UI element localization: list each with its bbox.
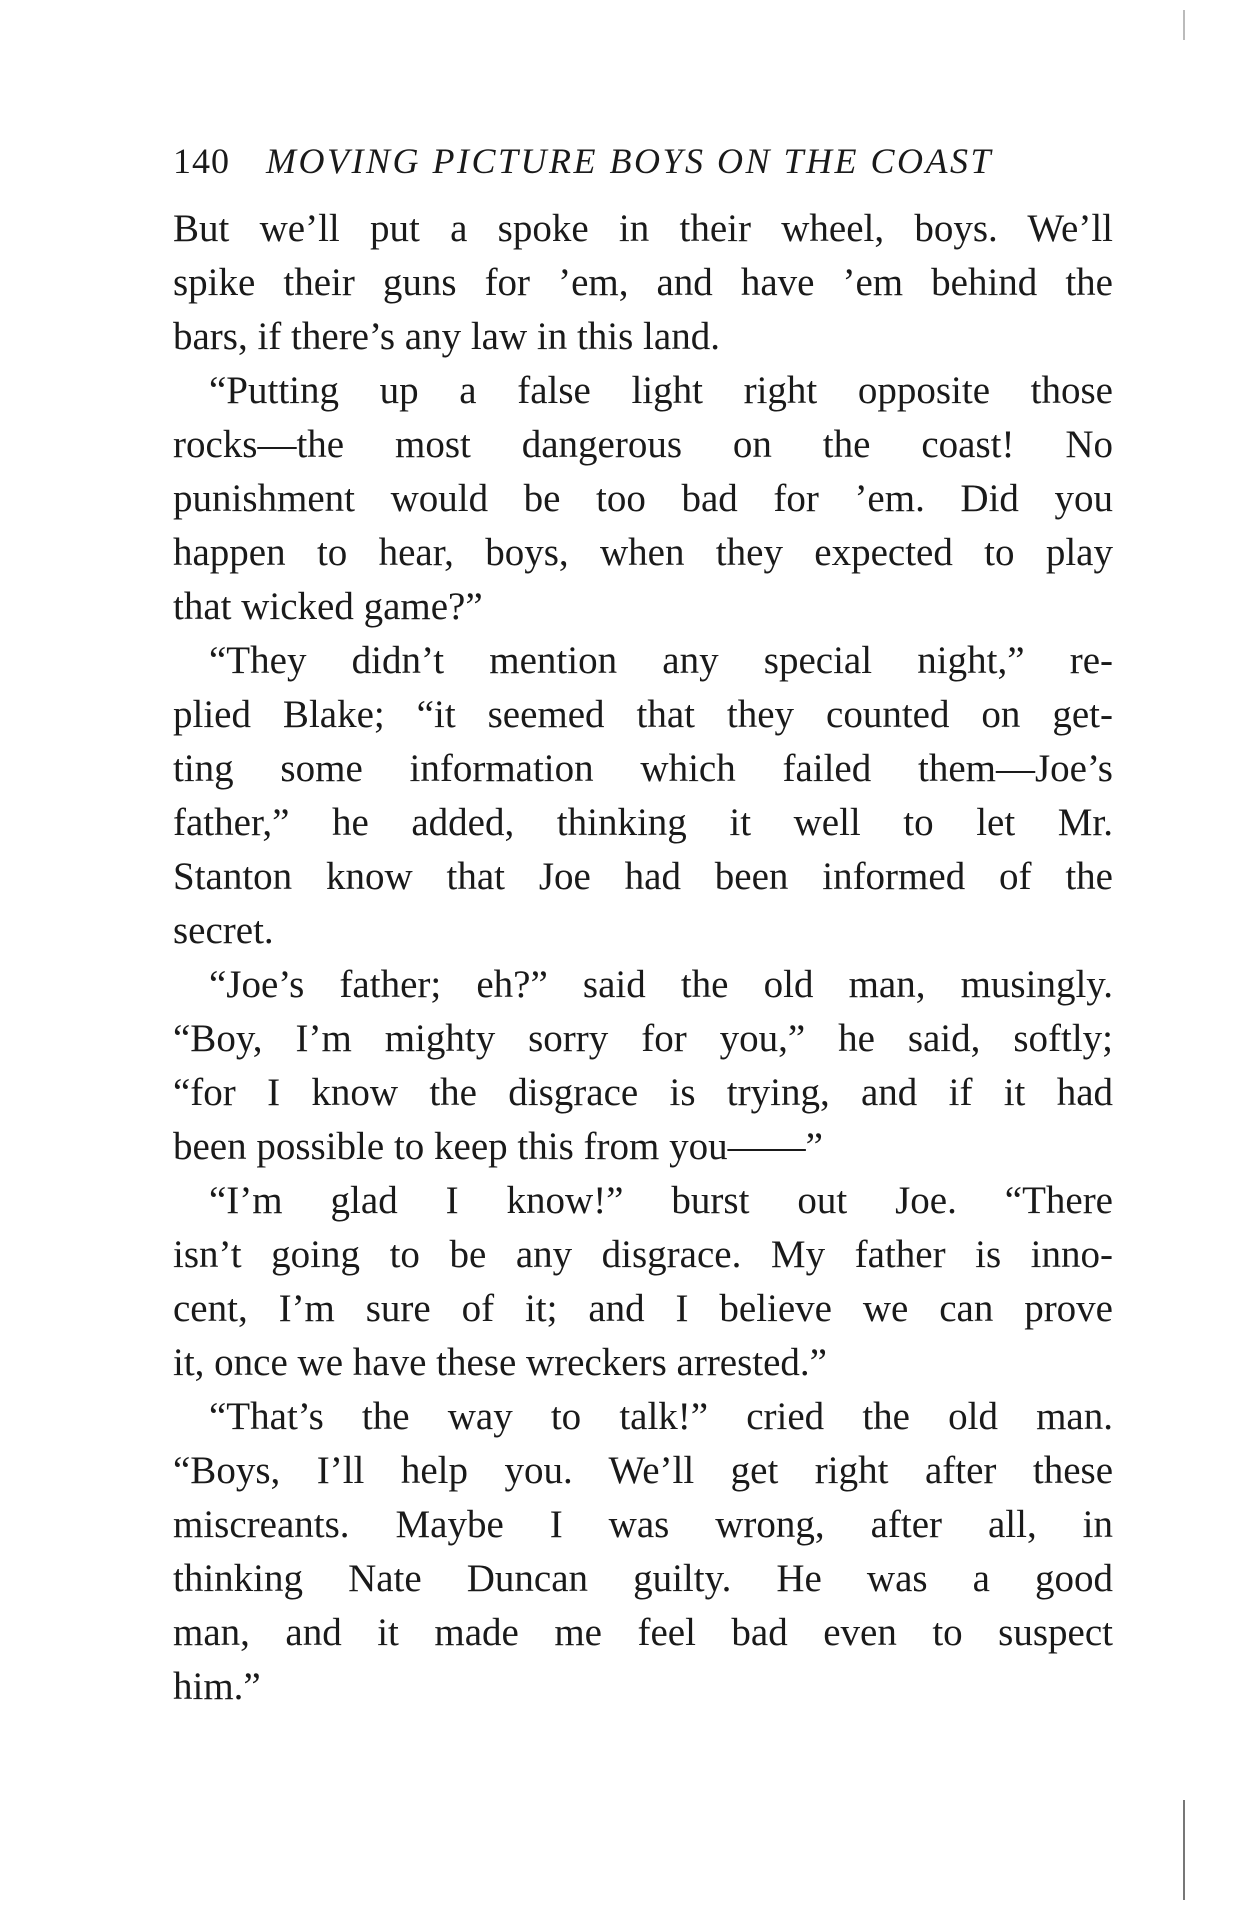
text-line: “for I know the disgrace is trying, and if it had [173,1071,1113,1114]
text-line: bars, if there’s any law in this land. [173,315,720,358]
page-header [173,140,1073,190]
text-line: “I’m glad I know!” burst out Joe. “There [209,1179,1113,1222]
text-line: spike their guns for ’em, and have ’em behind the [173,261,1113,304]
text-line: “Boy, I’m mighty sorry for you,” he said, softly; [173,1017,1113,1060]
text-line: ting some information which failed them—Joe’s [173,747,1113,790]
text-line: rocks—the most dangerous on the coast! No [173,423,1113,466]
text-line: man, and it made me feel bad even to suspect [173,1611,1113,1654]
page-number: 140 [173,141,230,181]
text-line: “That’s the way to talk!” cried the old man. [209,1395,1113,1438]
text-line: “Joe’s father; eh?” said the old man, musingly. [209,963,1113,1006]
text-line: father,” he added, thinking it well to let Mr. [173,801,1113,844]
text-line: “They didn’t mention any special night,” re- [209,639,1113,682]
text-line: miscreants. Maybe I was wrong, after all, in [173,1503,1113,1546]
text-line: secret. [173,909,274,952]
text-line: thinking Nate Duncan guilty. He was a good [173,1557,1113,1600]
text-line: Stanton know that Joe had been informed of the [173,855,1113,898]
body-text [173,202,1113,1714]
text-line: plied Blake; “it seemed that they counted on get- [173,693,1113,736]
text-line: “Putting up a false light right opposite those [209,369,1113,412]
text-line: But we’ll put a spoke in their wheel, boys. We’ll [173,207,1113,250]
text-line: cent, I’m sure of it; and I believe we can prove [173,1287,1113,1330]
text-line: been possible to keep this from you——” [173,1125,823,1168]
text-line: that wicked game?” [173,585,483,628]
scan-margin-mark [1183,1800,1185,1900]
scan-margin-mark [1183,10,1185,40]
text-line: happen to hear, boys, when they expected to play [173,531,1113,574]
text-line: it, once we have these wreckers arrested.” [173,1341,827,1384]
text-line: him.” [173,1665,261,1708]
text-line: “Boys, I’ll help you. We’ll get right after these [173,1449,1113,1492]
text-line: punishment would be too bad for ’em. Did you [173,477,1113,520]
text-line: isn’t going to be any disgrace. My father is inno- [173,1233,1113,1276]
running-title: MOVING PICTURE BOYS ON THE COAST [266,141,994,181]
